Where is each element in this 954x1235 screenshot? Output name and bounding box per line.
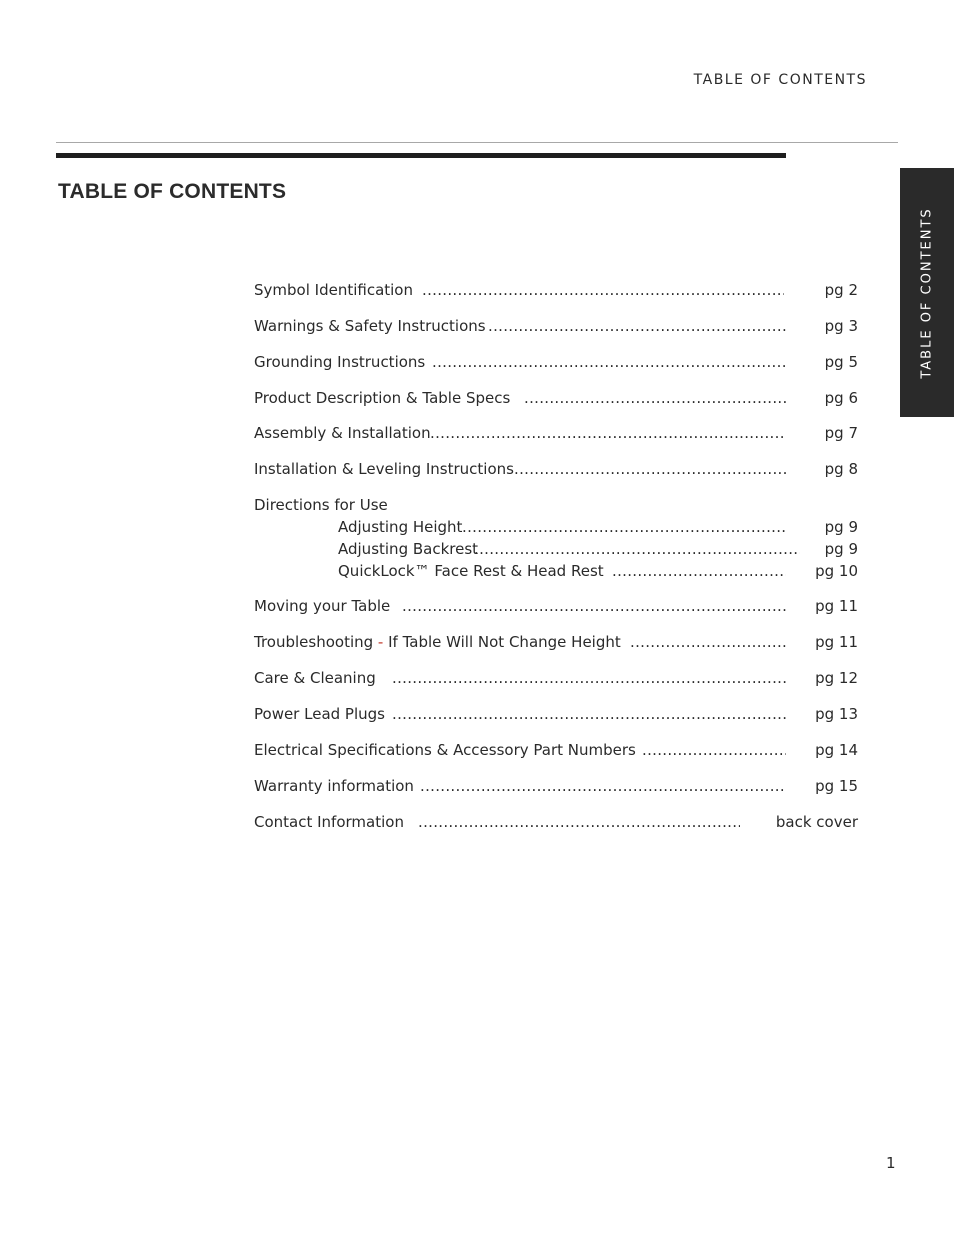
toc-entry-label: QuickLock™ Face Rest & Head Rest <box>338 562 604 580</box>
toc-entry-label: Assembly & Installation <box>254 424 431 442</box>
running-header: TABLE OF CONTENTS <box>693 72 867 88</box>
toc-entry-product-description[interactable] <box>254 388 858 408</box>
toc-entry-label: Electrical Specifications & Accessory Part Numbers <box>254 741 636 759</box>
toc-leader-dots <box>430 423 786 443</box>
toc-entry-label: Moving your Table <box>254 597 391 615</box>
toc-entry-contact[interactable] <box>254 812 858 832</box>
toc-entry-label: Adjusting Backrest <box>338 540 479 558</box>
toc-leader-dots <box>392 704 786 724</box>
toc-entry-page: pg 10 <box>815 562 858 580</box>
toc-leader-dots <box>474 539 800 559</box>
toc-entry-label: Warnings & Safety Instructions <box>254 317 486 335</box>
toc-entry-grounding[interactable] <box>254 352 858 372</box>
toc-entry-page: pg 7 <box>824 424 858 442</box>
toc-subentry-adjusting-backrest[interactable] <box>338 539 858 559</box>
toc-entry-installation-leveling[interactable] <box>254 459 858 479</box>
toc-entry-page: pg 11 <box>815 597 858 615</box>
toc-entry-electrical[interactable] <box>254 740 858 760</box>
toc-entry-page: pg 5 <box>824 353 858 371</box>
toc-subentry-quicklock[interactable] <box>338 561 858 581</box>
toc-entry-power-lead[interactable] <box>254 704 858 724</box>
toc-entry-label: Adjusting Height <box>338 518 463 536</box>
toc-label-prefix: Troubleshooting <box>254 633 378 651</box>
toc-section-directions[interactable] <box>254 495 858 515</box>
toc-entry-label <box>254 632 621 652</box>
toc-entry-page: pg 8 <box>824 460 858 478</box>
toc-entry-page: pg 13 <box>815 705 858 723</box>
toc-leader-dots <box>420 776 786 796</box>
toc-entry-label: Symbol Identification <box>254 281 413 299</box>
toc-entry-symbol-identification[interactable] <box>254 280 858 300</box>
toc-leader-dots <box>402 596 788 616</box>
toc-entry-label: Grounding Instructions <box>254 353 426 371</box>
toc-entry-troubleshooting[interactable] <box>254 632 858 652</box>
toc-leader-dots <box>612 561 786 581</box>
side-tab-label: TABLE OF CONTENTS <box>919 206 935 379</box>
side-tab <box>900 168 954 417</box>
toc-leader-dots <box>642 740 786 760</box>
page-number: 1 <box>886 1154 896 1172</box>
toc-leader-dots <box>418 812 740 832</box>
toc-leader-dots <box>462 517 786 537</box>
toc-leader-dots <box>392 668 786 688</box>
title-rule <box>56 153 786 158</box>
toc-entry-page: pg 3 <box>824 317 858 335</box>
toc-entry-page: pg 11 <box>815 633 858 651</box>
toc-leader-dots <box>488 316 786 336</box>
toc-entry-moving[interactable] <box>254 596 858 616</box>
toc-entry-label: Care & Cleaning <box>254 669 376 687</box>
toc-section-label: Directions for Use <box>254 496 388 514</box>
toc-label-suffix: If Table Will Not Change Height <box>383 633 621 651</box>
toc-subentry-adjusting-height[interactable] <box>338 517 858 537</box>
toc-leader-dots <box>630 632 786 652</box>
toc-entry-care-cleaning[interactable] <box>254 668 858 688</box>
toc-entry-label: Installation & Leveling Instructions <box>254 460 514 478</box>
header-divider <box>56 142 898 143</box>
toc-label-dash: - <box>377 633 384 651</box>
toc-entry-assembly[interactable] <box>254 423 858 443</box>
toc-entry-label: Warranty information <box>254 777 414 795</box>
toc-entry-warnings[interactable] <box>254 316 858 336</box>
toc-entry-page: pg 6 <box>824 389 858 407</box>
toc-entry-label: Contact Information <box>254 813 404 831</box>
toc-entry-page: pg 12 <box>815 669 858 687</box>
toc-entry-label: Product Description & Table Specs <box>254 389 511 407</box>
toc-leader-dots <box>514 459 786 479</box>
toc-entry-page: pg 9 <box>824 540 858 558</box>
toc-entry-page: back cover <box>775 813 858 831</box>
toc-entry-page: pg 15 <box>815 777 858 795</box>
page-title: TABLE OF CONTENTS <box>58 180 287 203</box>
toc-entry-page: pg 2 <box>824 281 858 299</box>
toc-leader-dots <box>432 352 786 372</box>
toc-entry-page: pg 14 <box>815 741 858 759</box>
toc-leader-dots <box>524 388 788 408</box>
toc-entry-label: Power Lead Plugs <box>254 705 385 723</box>
toc-entry-warranty[interactable] <box>254 776 858 796</box>
toc-entry-page: pg 9 <box>824 518 858 536</box>
toc-leader-dots <box>422 280 784 300</box>
